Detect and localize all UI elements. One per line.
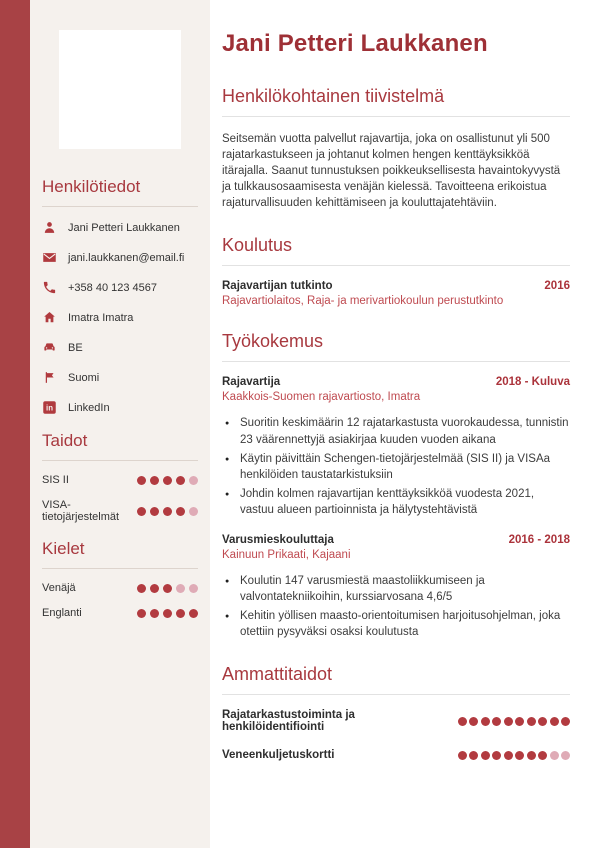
languages-heading: Kielet xyxy=(42,539,198,569)
job-bullet-list xyxy=(222,415,570,518)
svg-text:in: in xyxy=(46,403,53,413)
job-bullet: ● Kehitin yöllisen maasto-orientoitumisen harjoitusohjelman, joka otettiin pysyväksi osaksi koulutusta xyxy=(222,608,570,640)
job-title: Varusmieskouluttaja xyxy=(222,534,334,547)
professional-skill-row xyxy=(222,709,570,733)
skill-rating-dots xyxy=(137,476,198,485)
professional-skill-dots xyxy=(458,717,571,726)
email-icon xyxy=(42,250,57,265)
phone-icon xyxy=(42,280,57,295)
contact-text: LinkedIn xyxy=(68,401,110,414)
job-bullet: ● Käytin päivittäin Schengen-tietojärjestelmää (SIS II) ja VISAa henkilöiden taustatarkistuksiin xyxy=(222,451,570,483)
professional-skill-row xyxy=(222,749,570,761)
contact-text: Imatra Imatra xyxy=(68,311,134,324)
summary-text: Seitsemän vuotta palvellut rajavartija, joka on osallistunut yli 500 rajatarkastukseen ja johtanut kolmen hengen kenttäyksikköä itärajalla. Saanut tunnustuksen poikkeuksellisesta havaintokyvystä ja tulkkausosaamisesta venäjän kielessä. Tavoitteena erikoistua rajaturvallisuuden kehittämiseen ja kouluttajatehtäviin. xyxy=(222,133,561,210)
education-entry xyxy=(222,280,570,307)
experience-entry-head xyxy=(222,376,570,388)
professional-skill-dots xyxy=(458,751,571,760)
contact-text: Suomi xyxy=(68,371,100,384)
job-bullet-list xyxy=(222,573,570,640)
professional-skill-label: Rajatarkastustoiminta ja henkilöidentifiointi xyxy=(222,709,355,734)
contact-text: jani.laukkanen@email.fi xyxy=(68,251,185,264)
skill-row xyxy=(42,474,198,486)
experience-entry xyxy=(222,376,570,518)
degree-title: Rajavartijan tutkinto xyxy=(222,280,333,293)
person-icon xyxy=(42,220,57,235)
language-label: Englanti xyxy=(42,607,82,619)
experience-entry-head xyxy=(222,534,570,546)
contact-item-address xyxy=(42,310,198,325)
sidebar xyxy=(30,0,210,848)
language-rating-dots xyxy=(137,609,198,618)
education-institution: Rajavartiolaitos, Raja- ja merivartiokoulun perustutkinto xyxy=(222,295,504,308)
job-title: Rajavartija xyxy=(222,376,281,389)
skill-label: VISA-tietojärjestelmät xyxy=(42,499,120,523)
job-employer: Kainuun Prikaati, Kajaani xyxy=(222,549,351,562)
contact-text: Jani Petteri Laukkanen xyxy=(68,221,180,234)
contact-item-name xyxy=(42,220,198,235)
candidate-name: Jani Petteri Laukkanen xyxy=(222,30,488,57)
contact-item-email xyxy=(42,250,198,265)
education-heading: Koulutus xyxy=(222,235,570,266)
profile-photo-placeholder xyxy=(59,30,181,149)
main-content xyxy=(210,0,600,848)
contact-item-nationality xyxy=(42,370,198,385)
skill-row xyxy=(42,499,198,523)
language-row xyxy=(42,607,198,619)
contact-item-linkedin xyxy=(42,400,198,415)
home-icon xyxy=(42,310,57,325)
job-date: 2018 - Kuluva xyxy=(495,376,570,389)
job-bullet: ● Koulutin 147 varusmiestä maastoliikkumiseen ja valvontatekniikoihin, kurssiarvosana 4,6/5 xyxy=(222,573,570,605)
contact-item-driving-license xyxy=(42,340,198,355)
languages-section xyxy=(42,539,198,619)
contact-text: +358 40 123 4567 xyxy=(68,281,158,294)
contact-item-phone xyxy=(42,280,198,295)
job-date: 2016 - 2018 xyxy=(508,534,570,547)
language-rating-dots xyxy=(137,584,198,593)
education-date: 2016 xyxy=(544,280,570,293)
skills-heading: Taidot xyxy=(42,431,198,461)
skills-section xyxy=(42,431,198,523)
accent-bar xyxy=(0,0,30,848)
language-row xyxy=(42,582,198,594)
linkedin-icon xyxy=(42,400,57,415)
experience-entry xyxy=(222,534,570,640)
skill-label: SIS II xyxy=(42,474,69,486)
experience-heading: Työkokemus xyxy=(222,331,570,362)
summary-heading: Henkilökohtainen tiivistelmä xyxy=(222,86,570,117)
professional-skill-label: Veneenkuljetuskortti xyxy=(222,749,335,762)
flag-icon xyxy=(42,370,57,385)
language-label: Venäjä xyxy=(42,582,76,594)
job-bullet: ● Suoritin keskimäärin 12 rajatarkastusta vuorokaudessa, tunnistin 23 väärennettyjä asiakirjaa kuuden vuoden aikana xyxy=(222,415,570,447)
contact-text: BE xyxy=(68,341,83,354)
professional-skills-heading: Ammattitaidot xyxy=(222,664,570,695)
job-bullet: ● Johdin kolmen rajavartijan kenttäyksikköä vuodesta 2021, vastuu alueen partioinnista ja hälytystehtävistä xyxy=(222,486,570,518)
skill-rating-dots xyxy=(137,507,198,516)
education-entry-head xyxy=(222,280,570,292)
job-employer: Kaakkois-Suomen rajavartiosto, Imatra xyxy=(222,391,421,404)
car-icon xyxy=(42,340,57,355)
personal-info-heading: Henkilötiedot xyxy=(42,177,198,207)
